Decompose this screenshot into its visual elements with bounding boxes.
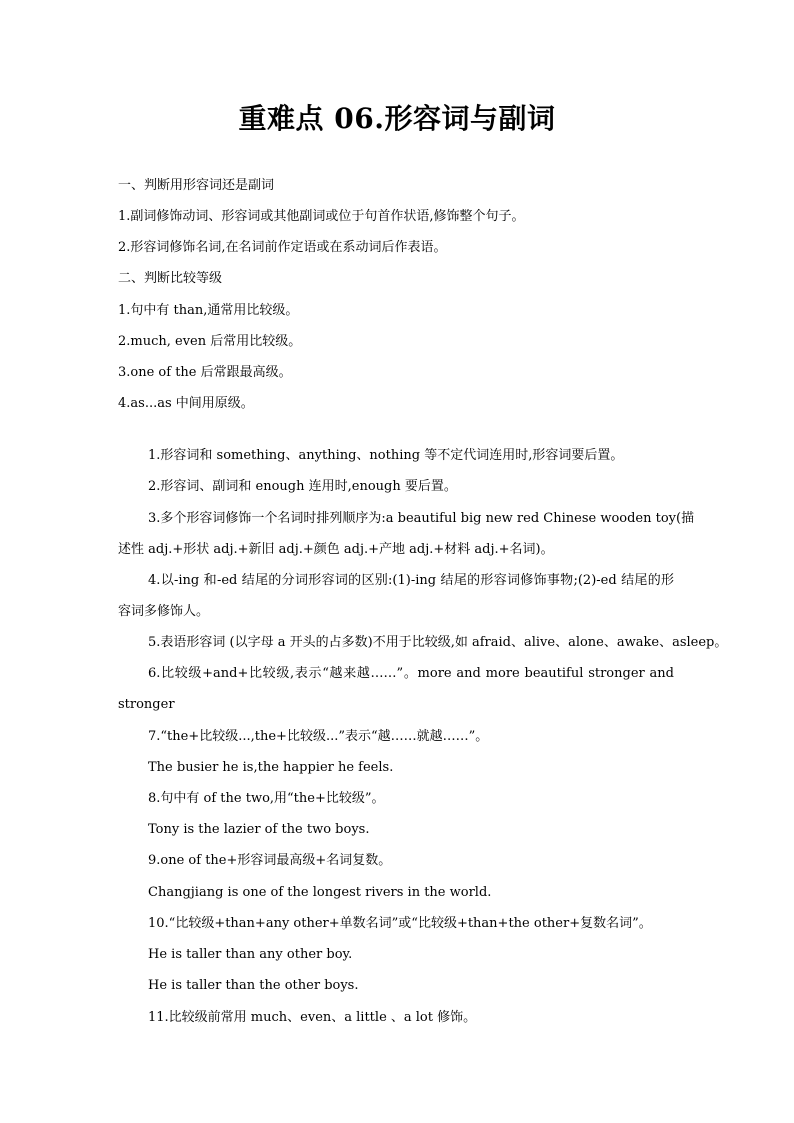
section2-item-3: 3.one of the 后常跟最高级。	[118, 365, 292, 380]
section-heading-1: 一、判断用形容词还是副词	[118, 178, 275, 193]
rule-7-example: The busier he is,the happier he feels.	[148, 760, 394, 775]
rule-10: 10.“比较级+than+any other+单数名词”或“比较级+than+the other+复数名词”。	[148, 916, 652, 931]
rule-3-line-1: 3.多个形容词修饰一个名词时排列顺序为:a beautiful big new red Chinese wooden toy(描	[148, 511, 695, 526]
rule-1: 1.形容词和 something、anything、nothing 等不定代词连用时,形容词要后置。	[148, 448, 624, 463]
rule-9: 9.one of the+形容词最高级+名词复数。	[148, 853, 392, 868]
rule-4-line-2: 容词多修饰人。	[118, 604, 210, 619]
rule-11: 11.比较级前常用 much、even、a little 、a lot 修饰。	[148, 1010, 477, 1025]
rule-9-example: Changjiang is one of the longest rivers in the world.	[148, 885, 492, 900]
page-title: 重难点 06.形容词与副词	[238, 102, 556, 135]
rule-2: 2.形容词、副词和 enough 连用时,enough 要后置。	[148, 479, 457, 494]
rule-8-example: Tony is the lazier of the two boys.	[148, 822, 370, 837]
rule-4-line-1: 4.以-ing 和-ed 结尾的分词形容词的区别:(1)-ing 结尾的形容词修饰事物;(2)-ed 结尾的形	[148, 573, 674, 588]
section2-item-4: 4.as...as 中间用原级。	[118, 396, 254, 411]
section1-item-1: 1.副词修饰动词、形容词或其他副词或位于句首作状语,修饰整个句子。	[118, 209, 525, 224]
section-heading-2: 二、判断比较等级	[118, 271, 223, 286]
rule-6-line-2: stronger	[118, 697, 175, 712]
rule-10-example-2: He is taller than the other boys.	[148, 978, 359, 993]
rule-3-line-2: 述性 adj.+形状 adj.+新旧 adj.+颜色 adj.+产地 adj.+材料 adj.+名词)。	[118, 542, 554, 557]
rule-6-line-1: 6.比较级+and+比较级,表示“越来越……”。more and more beautiful stronger and	[148, 666, 674, 681]
section2-item-1: 1.句中有 than,通常用比较级。	[118, 303, 299, 318]
section1-item-2: 2.形容词修饰名词,在名词前作定语或在系动词后作表语。	[118, 240, 447, 255]
rule-8: 8.句中有 of the two,用“the+比较级”。	[148, 791, 385, 806]
rule-5: 5.表语形容词 (以字母 a 开头的占多数)不用于比较级,如 afraid、alive、alone、awake、asleep。	[148, 635, 728, 650]
rule-7: 7.“the+比较级...,the+比较级...”表示“越……就越……”。	[148, 729, 489, 744]
rule-10-example-1: He is taller than any other boy.	[148, 947, 353, 962]
section2-item-2: 2.much, even 后常用比较级。	[118, 334, 302, 349]
